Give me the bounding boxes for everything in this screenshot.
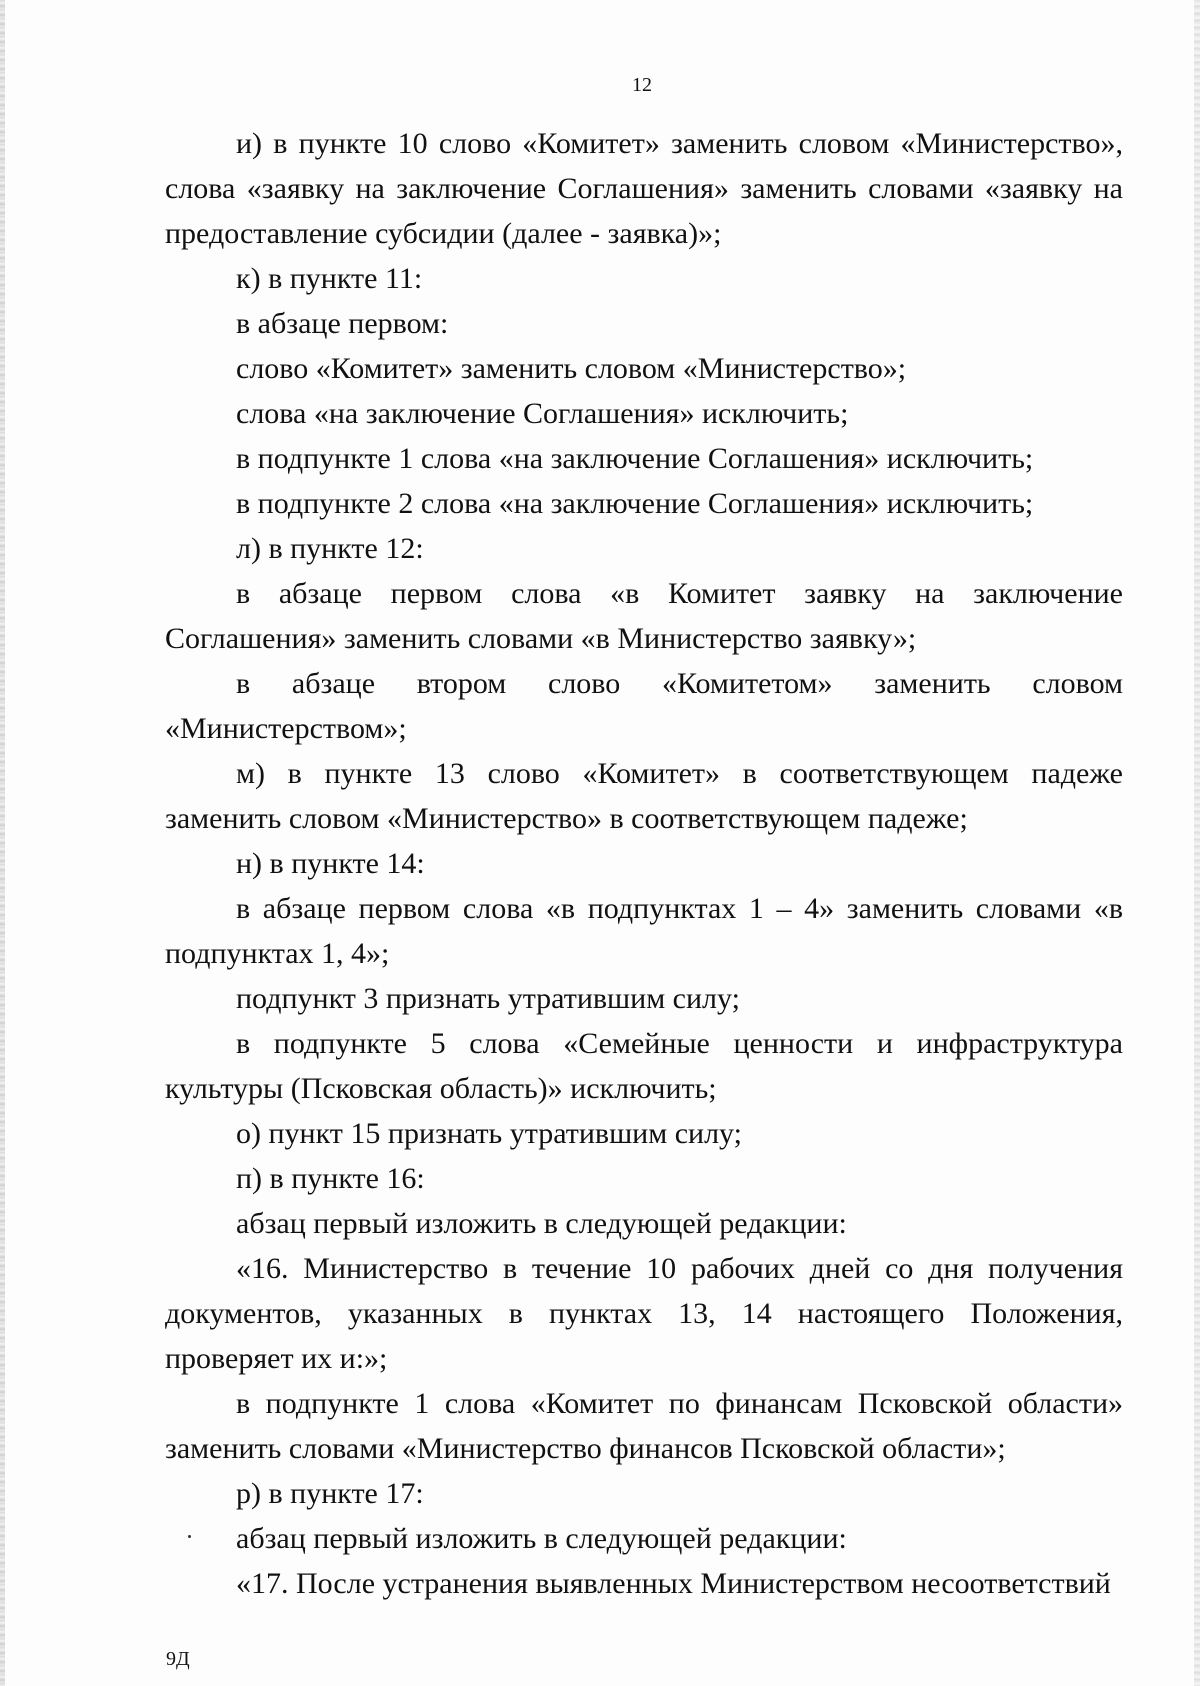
scan-speck bbox=[188, 1535, 191, 1538]
paragraph: м) в пункте 13 слово «Комитет» в соответствующем падеже заменить словом «Министерство» в соответствующем падеже; bbox=[165, 757, 1123, 835]
paragraph: в абзаце первом слова «в Комитет заявку на заключение Соглашения» заменить словами «в Министерство заявку»; bbox=[165, 577, 1123, 655]
page-number: 12 bbox=[632, 74, 652, 96]
paragraph: н) в пункте 14: bbox=[236, 847, 425, 880]
paragraph: в подпункте 1 слова «на заключение Соглашения» исключить; bbox=[236, 442, 1034, 475]
paragraph: абзац первый изложить в следующей редакции: bbox=[236, 1522, 847, 1555]
document-body bbox=[165, 121, 1123, 1606]
paragraph: абзац первый изложить в следующей редакции: bbox=[236, 1207, 847, 1240]
paragraph: о) пункт 15 признать утратившим силу; bbox=[236, 1117, 743, 1150]
paragraph: «16. Министерство в течение 10 рабочих дней со дня получения документов, указанных в пунктах 13, 14 настоящего Положения, проверяет их и:»; bbox=[165, 1252, 1123, 1375]
paragraph: в абзаце первом слова «в подпунктах 1 – 4» заменить словами «в подпунктах 1, 4»; bbox=[165, 892, 1123, 970]
paragraph: слово «Комитет» заменить словом «Министерство»; bbox=[236, 352, 907, 385]
paragraph: в подпункте 5 слова «Семейные ценности и инфраструктура культуры (Псковская область)» исключить; bbox=[165, 1027, 1123, 1105]
scan-edge-left bbox=[0, 0, 5, 1686]
paragraph: и) в пункте 10 слово «Комитет» заменить словом «Министерство», слова «заявку на заключение Соглашения» заменить словами «заявку на предоставление субсидии (далее - заявка)»; bbox=[165, 127, 1123, 250]
paragraph: в подпункте 2 слова «на заключение Соглашения» исключить; bbox=[236, 487, 1034, 520]
paragraph: «17. После устранения выявленных Министерством несоответствий bbox=[236, 1567, 1111, 1600]
paragraph: в подпункте 1 слова «Комитет по финансам Псковской области» заменить словами «Министерство финансов Псковской области»; bbox=[165, 1387, 1123, 1465]
paragraph: к) в пункте 11: bbox=[236, 262, 423, 295]
paragraph: р) в пункте 17: bbox=[236, 1477, 424, 1510]
paragraph: л) в пункте 12: bbox=[236, 532, 424, 565]
paragraph: п) в пункте 16: bbox=[236, 1162, 425, 1195]
paragraph: подпункт 3 признать утратившим силу; bbox=[236, 982, 740, 1015]
paragraph: в абзаце втором слово «Комитетом» заменить словом «Министерством»; bbox=[165, 667, 1123, 745]
scan-edge-right bbox=[1194, 0, 1200, 1686]
paragraph: в абзаце первом: bbox=[236, 307, 449, 340]
footer-code: 9Д bbox=[166, 1648, 190, 1670]
paragraph: слова «на заключение Соглашения» исключить; bbox=[236, 397, 849, 430]
